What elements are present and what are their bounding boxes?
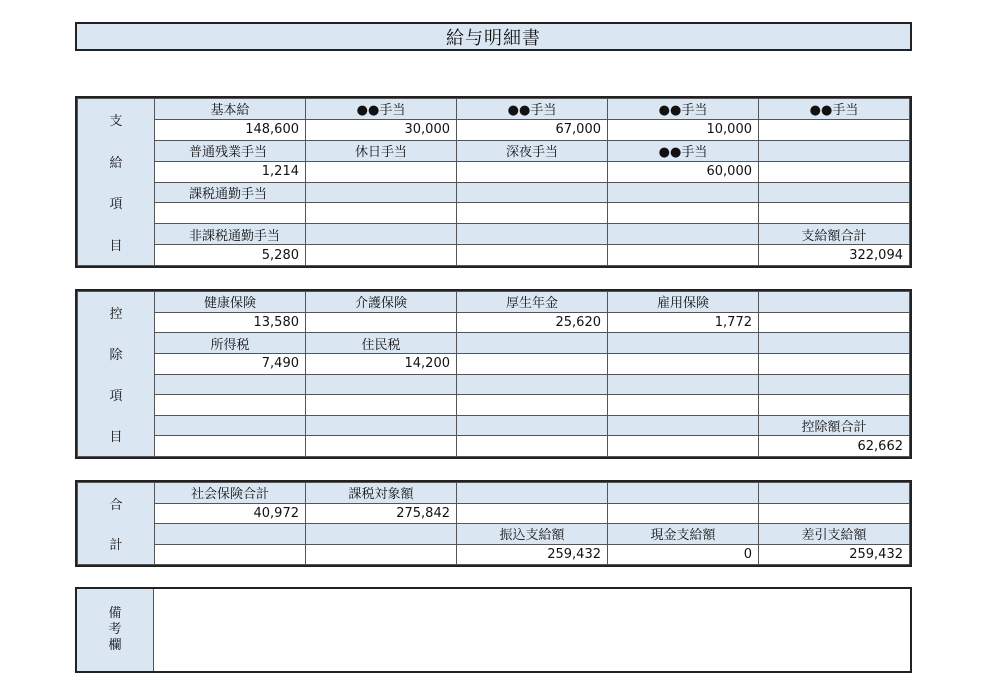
totals-row	[78, 503, 910, 524]
deduction-amount-field[interactable]: 25,620	[457, 312, 608, 333]
deduction-side-char: 目	[109, 430, 123, 445]
deduction-empty-label	[457, 333, 608, 354]
totals-amount-field[interactable]	[155, 544, 306, 565]
payment-amount-field[interactable]	[608, 245, 759, 266]
deduction-amount-field[interactable]: 1,772	[608, 312, 759, 333]
payment-side-char: 項	[109, 197, 123, 213]
payment-amount-field[interactable]: 5,280	[155, 245, 306, 266]
payment-amount-field[interactable]	[759, 203, 910, 224]
totals-row	[78, 544, 910, 565]
deduction-row	[78, 374, 910, 395]
deduction-amount-field[interactable]	[306, 312, 457, 333]
notes-section	[75, 587, 912, 673]
deduction-side-char: 項	[109, 389, 123, 404]
payment-table	[77, 98, 910, 266]
totals-item-label: 社会保険合計	[155, 483, 306, 504]
payment-empty-label	[306, 224, 457, 245]
deduction-empty-label	[155, 374, 306, 395]
totals-empty-label	[457, 483, 608, 504]
payment-empty-label	[759, 140, 910, 161]
deduction-amount-field[interactable]: 13,580	[155, 312, 306, 333]
totals-amount-field[interactable]: 259,432	[457, 544, 608, 565]
payment-empty-label	[608, 224, 759, 245]
payment-empty-label	[306, 182, 457, 203]
payment-row	[78, 245, 910, 266]
payment-amount-field[interactable]	[155, 203, 306, 224]
deduction-empty-label	[759, 292, 910, 313]
payment-section	[75, 96, 912, 268]
deduction-amount-field[interactable]: 7,490	[155, 353, 306, 374]
deduction-table	[77, 291, 910, 457]
deduction-row	[78, 395, 910, 416]
payment-amount-field[interactable]: 30,000	[306, 119, 457, 140]
payment-empty-label	[759, 182, 910, 203]
payment-amount-field[interactable]	[759, 119, 910, 140]
deduction-item-label: 健康保険	[155, 292, 306, 313]
payment-item-label: 休日手当	[306, 140, 457, 161]
deduction-amount-field[interactable]	[306, 436, 457, 457]
payment-amount-field[interactable]	[759, 161, 910, 182]
payment-amount-field[interactable]	[457, 203, 608, 224]
totals-amount-field[interactable]: 275,842	[306, 503, 457, 524]
totals-amount-field[interactable]	[306, 544, 457, 565]
payment-item-label: 深夜手当	[457, 140, 608, 161]
deduction-row	[78, 333, 910, 354]
payment-item-label: 基本給	[155, 99, 306, 120]
deduction-item-label: 住民税	[306, 333, 457, 354]
totals-row	[78, 524, 910, 545]
payment-amount-field[interactable]: 322,094	[759, 245, 910, 266]
totals-item-label: 振込支給額	[457, 524, 608, 545]
payment-side-char: 給	[109, 155, 123, 171]
payment-row	[78, 182, 910, 203]
payment-row	[78, 99, 910, 120]
deduction-amount-field[interactable]: 14,200	[306, 353, 457, 374]
payment-amount-field[interactable]: 1,214	[155, 161, 306, 182]
totals-empty-label	[608, 483, 759, 504]
totals-item-label: 差引支給額	[759, 524, 910, 545]
deduction-empty-label	[306, 374, 457, 395]
payment-item-label: ●●手当	[306, 99, 457, 120]
totals-amount-field[interactable]: 259,432	[759, 544, 910, 565]
payment-empty-label	[457, 224, 608, 245]
payment-item-label: ●●手当	[608, 99, 759, 120]
totals-empty-label	[155, 524, 306, 545]
deduction-row	[78, 436, 910, 457]
totals-table	[77, 482, 910, 565]
deduction-item-label: 所得税	[155, 333, 306, 354]
payment-side-label	[78, 99, 155, 266]
payment-item-label: 普通残業手当	[155, 140, 306, 161]
notes-field[interactable]	[154, 589, 910, 671]
payment-side-char: 目	[109, 238, 123, 254]
deduction-empty-label	[608, 415, 759, 436]
totals-empty-label	[306, 524, 457, 545]
deduction-amount-field[interactable]	[608, 353, 759, 374]
payment-empty-label	[608, 182, 759, 203]
totals-side-char: 合	[109, 497, 123, 513]
totals-empty-label	[759, 483, 910, 504]
notes-side-char: 備	[108, 606, 122, 621]
deduction-amount-field[interactable]: 62,662	[759, 436, 910, 457]
payment-amount-field[interactable]	[306, 161, 457, 182]
deduction-empty-label	[306, 415, 457, 436]
deduction-amount-field[interactable]	[759, 353, 910, 374]
totals-amount-field[interactable]: 0	[608, 544, 759, 565]
payment-amount-field[interactable]	[306, 203, 457, 224]
deduction-side-label	[78, 292, 155, 457]
document-title: 給与明細書	[75, 22, 912, 51]
deduction-amount-field[interactable]	[457, 353, 608, 374]
deduction-side-char: 控	[109, 307, 123, 322]
deduction-side-char: 除	[109, 348, 123, 363]
deduction-amount-field[interactable]	[155, 395, 306, 416]
payment-row	[78, 161, 910, 182]
deduction-item-label: 雇用保険	[608, 292, 759, 313]
payment-item-label: ●●手当	[457, 99, 608, 120]
payment-row	[78, 203, 910, 224]
deduction-amount-field[interactable]	[306, 395, 457, 416]
deduction-empty-label	[608, 333, 759, 354]
notes-side-label	[77, 589, 154, 671]
totals-amount-field[interactable]	[608, 503, 759, 524]
deduction-item-label: 厚生年金	[457, 292, 608, 313]
totals-item-label: 現金支給額	[608, 524, 759, 545]
payment-row	[78, 119, 910, 140]
deduction-empty-label	[457, 374, 608, 395]
deduction-section	[75, 289, 912, 459]
payment-side-char: 支	[109, 114, 123, 130]
totals-section	[75, 480, 912, 567]
totals-amount-field[interactable]: 40,972	[155, 503, 306, 524]
payment-item-label: 支給額合計	[759, 224, 910, 245]
payment-amount-field[interactable]	[457, 161, 608, 182]
payment-amount-field[interactable]: 60,000	[608, 161, 759, 182]
deduction-row	[78, 312, 910, 333]
totals-side-char: 計	[109, 538, 123, 554]
deduction-amount-field[interactable]	[759, 395, 910, 416]
totals-amount-field[interactable]	[457, 503, 608, 524]
payment-amount-field[interactable]: 67,000	[457, 119, 608, 140]
deduction-amount-field[interactable]	[155, 436, 306, 457]
deduction-row	[78, 353, 910, 374]
deduction-empty-label	[608, 374, 759, 395]
deduction-amount-field[interactable]	[608, 436, 759, 457]
payment-amount-field[interactable]: 148,600	[155, 119, 306, 140]
deduction-empty-label	[759, 333, 910, 354]
deduction-empty-label	[457, 415, 608, 436]
deduction-empty-label	[155, 415, 306, 436]
payment-amount-field[interactable]	[306, 245, 457, 266]
totals-row	[78, 483, 910, 504]
deduction-amount-field[interactable]	[457, 436, 608, 457]
payment-row	[78, 224, 910, 245]
deduction-item-label: 介護保険	[306, 292, 457, 313]
deduction-amount-field[interactable]	[457, 395, 608, 416]
payment-amount-field[interactable]	[608, 203, 759, 224]
notes-side-char: 考	[108, 622, 122, 637]
payment-amount-field[interactable]	[457, 245, 608, 266]
payment-item-label: ●●手当	[608, 140, 759, 161]
deduction-empty-label	[759, 374, 910, 395]
totals-side-label	[78, 483, 155, 565]
payment-empty-label	[457, 182, 608, 203]
payment-amount-field[interactable]: 10,000	[608, 119, 759, 140]
deduction-amount-field[interactable]	[608, 395, 759, 416]
deduction-item-label: 控除額合計	[759, 415, 910, 436]
totals-item-label: 課税対象額	[306, 483, 457, 504]
deduction-row	[78, 292, 910, 313]
payment-item-label: ●●手当	[759, 99, 910, 120]
payment-item-label: 課税通勤手当	[155, 182, 306, 203]
deduction-row	[78, 415, 910, 436]
notes-side-char: 欄	[108, 638, 122, 653]
deduction-amount-field[interactable]	[759, 312, 910, 333]
totals-amount-field[interactable]	[759, 503, 910, 524]
payment-item-label: 非課税通勤手当	[155, 224, 306, 245]
payment-row	[78, 140, 910, 161]
